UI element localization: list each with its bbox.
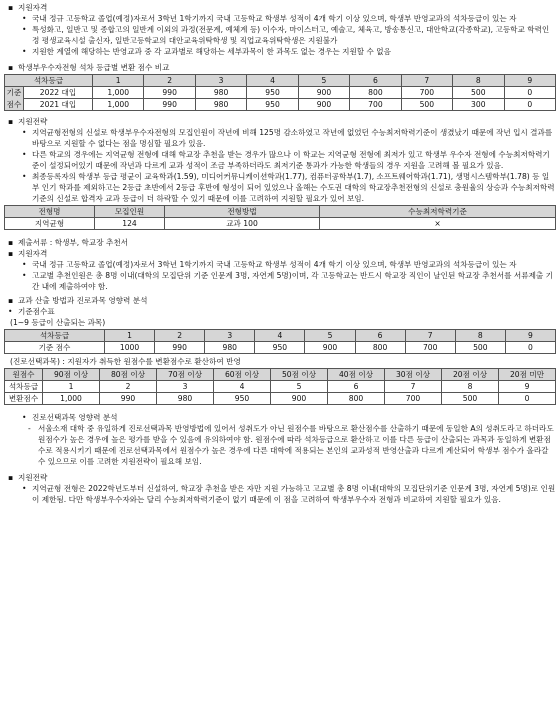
- table-cell: ×: [320, 218, 556, 230]
- table-cell: 90점 이상: [43, 369, 100, 381]
- section-heading: ▪ 지원전략: [8, 117, 48, 126]
- list-item: • 최종등록자의 학생부 등급 평균이 교육학과(1.59), 미디어커뮤니케이션학과(1.77), 컴퓨터공학부(1.7), 소프트웨어학과(1.71), 생명시스템학부(1.78) 등 일부 인기 학과를 제외하고는 2등급 초반에서 2등급 후반에 형성이 되어 있었으나 올해는 수도권 대학의 학교장추천전형의 신설로 충원율의 상승과 수능최저학력기준의 신설로 합격자 교과 등급이 더 하락할 수 있기 때문에 이를 고려하여 지원할 필요가 있어 보임.: [22, 172, 555, 203]
- admission-summary-table: [4, 205, 556, 230]
- table-cell: 124: [95, 218, 165, 230]
- grade-header: 8: [453, 75, 504, 87]
- table-cell: 980: [195, 87, 246, 99]
- table-cell: 900: [271, 393, 328, 405]
- table-cell: 0: [505, 342, 555, 354]
- grade-header: 4: [247, 75, 298, 87]
- table-cell: 1,000: [93, 99, 144, 111]
- table-cell: 950: [214, 393, 271, 405]
- row-label: 기준 점수: [5, 342, 105, 354]
- sub-heading: • 기준점수표: [8, 307, 55, 316]
- table-cell: 70점 이상: [157, 369, 214, 381]
- table-cell: 20점 이상: [442, 369, 499, 381]
- list-item: • 다른 학교의 경우에는 지역균형 전형에 대해 학교장 추천을 받는 경우가 많으나 이 학교는 지역균형 전형에 최저가 있고 학생부 우수자 전형에 수능최저학력기준이 설정되어있기 때문에 작년과 다르게 교과 성적이 조금 부족하더라도 최저기준 통과가 가능한 학생들의 경우 지원을 고려해 볼 필요가 있음.: [22, 150, 550, 170]
- table-cell: 900: [298, 87, 349, 99]
- table-row: [5, 342, 556, 354]
- table-row: [5, 218, 556, 230]
- section-heading: ▪ 교과 산출 방법과 진로과목 영향력 분석: [8, 296, 148, 305]
- table-cell: 6: [328, 381, 385, 393]
- list-item: • 지원한 계열에 해당하는 반영교과 중 각 교과별로 해당하는 세부과목이 한 과목도 없는 경우는 지원할 수 없음: [22, 47, 391, 56]
- bullet-square-icon: ▪: [8, 63, 14, 72]
- row-label: 석차등급: [5, 381, 43, 393]
- row-group-label: 기준점수: [5, 87, 24, 111]
- grade-header: 1: [93, 75, 144, 87]
- table-cell: 700: [405, 342, 455, 354]
- table-cell: 950: [247, 99, 298, 111]
- section-heading: • 진로선택과목 영향력 분석: [22, 413, 118, 422]
- table-cell: 950: [255, 342, 305, 354]
- table-row: [5, 393, 556, 405]
- section-heading: ▪ 지원전략: [8, 473, 48, 482]
- table-cell: 1,000: [93, 87, 144, 99]
- table-cell: 700: [350, 99, 401, 111]
- bullet-square-icon: ▪: [8, 249, 14, 258]
- table-cell: 7: [385, 381, 442, 393]
- table-header-cell: 전형방법: [165, 206, 320, 218]
- table-cell: 900: [305, 342, 355, 354]
- grade-header: 5: [305, 330, 355, 342]
- table-cell: 990: [155, 342, 205, 354]
- table-header-cell: 수능최저학력기준: [320, 206, 556, 218]
- table-cell: 지역균형: [5, 218, 95, 230]
- table-header-cell: 모집인원: [95, 206, 165, 218]
- bullet-dot-icon: •: [8, 307, 13, 316]
- list-item: • 지역균형 전형은 2022학년도부터 신설하여, 학교장 추천을 받은 자만 지원 가능하고 고교별 총 8명 이내(대학의 모집단위기준 인문계 3명, 자연계 5명)로 인원이 제한됨. 다만 학생부우수자와는 달리 수능최저학력기준이 없기 때문에 이 점을 고려하여 학생부우수자 전형과 비교하여 지원할 필요가 있음.: [22, 484, 556, 504]
- bullet-square-icon: ▪: [8, 238, 14, 247]
- grade-header: 9: [504, 75, 556, 87]
- table-cell: 60점 이상: [214, 369, 271, 381]
- table-cell: 1000: [105, 342, 155, 354]
- table-cell: 500: [401, 99, 452, 111]
- table-cell: 500: [455, 342, 505, 354]
- table-cell: 800: [355, 342, 405, 354]
- table-cell: 800: [328, 393, 385, 405]
- bullet-square-icon: ▪: [8, 473, 14, 482]
- table-cell: 300: [453, 99, 504, 111]
- table-cell: 800: [350, 87, 401, 99]
- table-cell: 40점 이상: [328, 369, 385, 381]
- table-caption: (진로선택과목) : 지원자가 취득한 원점수를 변환점수로 환산하여 반영: [10, 357, 241, 366]
- grade-header: 3: [205, 330, 255, 342]
- table-cell: 5: [271, 381, 328, 393]
- table-cell: 2: [100, 381, 157, 393]
- bullet-square-icon: ▪: [8, 296, 14, 305]
- grade-score-compare-table: [4, 74, 556, 111]
- table-cell: 30점 이상: [385, 369, 442, 381]
- grade-header: 1: [105, 330, 155, 342]
- table-cell: 20점 미만: [499, 369, 556, 381]
- documents-line: ▪ 제출서류 : 학생부, 학교장 추천서: [8, 238, 128, 247]
- table-cell: 980: [205, 342, 255, 354]
- section-heading: ▪ 지원자격: [8, 3, 48, 12]
- grade-header: 4: [255, 330, 305, 342]
- table-cell: 990: [144, 99, 195, 111]
- list-item: • 국내 정규 고등학교 졸업(예정)자로서 3학년 1학기까지 국내 고등학교 학생부 성적이 4개 학기 이상 있으며, 학생부 반영교과의 석차등급이 있는 자: [22, 260, 517, 269]
- grade-header: 2: [144, 75, 195, 87]
- table-cell: 9: [499, 381, 556, 393]
- table-row: [5, 381, 556, 393]
- grade-header: 7: [405, 330, 455, 342]
- section-heading: ▪ 지원자격: [8, 249, 48, 258]
- table-header-cell: 전형명: [5, 206, 95, 218]
- grade-header: 3: [195, 75, 246, 87]
- table-cell: 700: [385, 393, 442, 405]
- table-cell: 4: [214, 381, 271, 393]
- sub-note: (1~9 등급이 산출되는 과목): [10, 318, 106, 327]
- base-score-table: [4, 329, 556, 354]
- grade-header: 2: [155, 330, 205, 342]
- row-label: 원점수: [5, 369, 43, 381]
- table-cell: 700: [401, 87, 452, 99]
- table-row: [5, 99, 556, 111]
- grade-header: 6: [355, 330, 405, 342]
- grade-header: 9: [505, 330, 555, 342]
- table-cell: 500: [442, 393, 499, 405]
- table-cell: 0: [504, 87, 556, 99]
- career-elective-conversion-table: [4, 368, 556, 405]
- table-row: [5, 87, 556, 99]
- table-cell: 980: [157, 393, 214, 405]
- table-cell: 990: [100, 393, 157, 405]
- table-cell: 1: [43, 381, 100, 393]
- table-cell: 50점 이상: [271, 369, 328, 381]
- table-cell: 1,000: [43, 393, 100, 405]
- table-header-cell: 석차등급: [5, 75, 93, 87]
- list-item: • 특성화고, 일반고 및 종합고의 일반계 이외의 과정(전문계, 예체계 등) 이수자, 마이스터고, 예술고, 체육고, 방송통신고, 대안학교(각종학교), 고등학교 학력인정 평생교육시설 출신자, 일반고등학교의 대안교육위탁학생 및 직업교육위탁학생은 지원불가: [22, 25, 550, 45]
- list-item: • 고교별 추천인원은 총 8명 이내(대학의 모집단위 기준 인문계 3명, 자연계 5명)이며, 각 고등학교는 반드시 학교장 직인이 날인된 학교장 추천서를 서류제출 기간 내에 제출하여야 함.: [22, 271, 553, 291]
- table-cell: 8: [442, 381, 499, 393]
- grade-header: 7: [401, 75, 452, 87]
- grade-header: 8: [455, 330, 505, 342]
- table-cell: 0: [504, 99, 556, 111]
- row-label: 2021 대입: [24, 99, 93, 111]
- table-cell: 980: [195, 99, 246, 111]
- bullet-dot-icon: •: [22, 413, 27, 422]
- table-cell: 80점 이상: [100, 369, 157, 381]
- table-cell: 0: [499, 393, 556, 405]
- table-cell: 3: [157, 381, 214, 393]
- grade-header: 5: [298, 75, 349, 87]
- table-row: [5, 369, 556, 381]
- table-cell: 900: [298, 99, 349, 111]
- table-cell: 500: [453, 87, 504, 99]
- row-label: 변환점수: [5, 393, 43, 405]
- bullet-square-icon: ▪: [8, 3, 14, 12]
- row-label: 2022 대입: [24, 87, 93, 99]
- list-item: • 국내 정규 고등학교 졸업(예정)자로서 3학년 1학기까지 국내 고등학교 학생부 성적이 4개 학기 이상 있으며, 학생부 반영교과의 석차등급이 있는 자: [22, 14, 517, 23]
- table-cell: 교과 100: [165, 218, 320, 230]
- table-title: ▪ 학생부우수자전형 석차 등급별 변환 점수 비교: [8, 63, 170, 72]
- bullet-square-icon: ▪: [8, 117, 14, 126]
- list-item: • 지역균형전형의 신설로 학생부우수자전형의 모집인원이 작년에 비해 125명 감소하였고 작년에 없었던 수능최저학력기준이 생겼났기 때문에 작년 입시 결과를 바탕으로 지원할 수 없다는 점을 명심할 필요가 있음.: [22, 128, 553, 148]
- table-header-cell: 석차등급: [5, 330, 105, 342]
- list-item: - 서울소재 대학 중 유일하게 진로선택과목 반영방법에 있어서 성취도가 아닌 원점수를 바탕으로 환산점수를 산출하기 때문에 동일한 A의 성취도라고 하더라도 원점수가 높은 경우에 높은 평가를 받을 수 있음에 유의하여야 함. 원점수에 따라 석차등급으로 환산하고 이를 다른 등급이 산출되는 과목과 동일하게 변환점수로 적용시키기 때문에 진로선택과목에서 원점수가 높은 경우에 다른 대학에 적용되는 본인의 교과성적 반영산출과 다르게 계산되어 학생부 점수가 올라갈 수 있으므로 이를 고려한 지원전략이 필요해 보임.: [28, 424, 554, 466]
- table-cell: 950: [247, 87, 298, 99]
- table-cell: 990: [144, 87, 195, 99]
- grade-header: 6: [350, 75, 401, 87]
- document: [4, 2, 556, 505]
